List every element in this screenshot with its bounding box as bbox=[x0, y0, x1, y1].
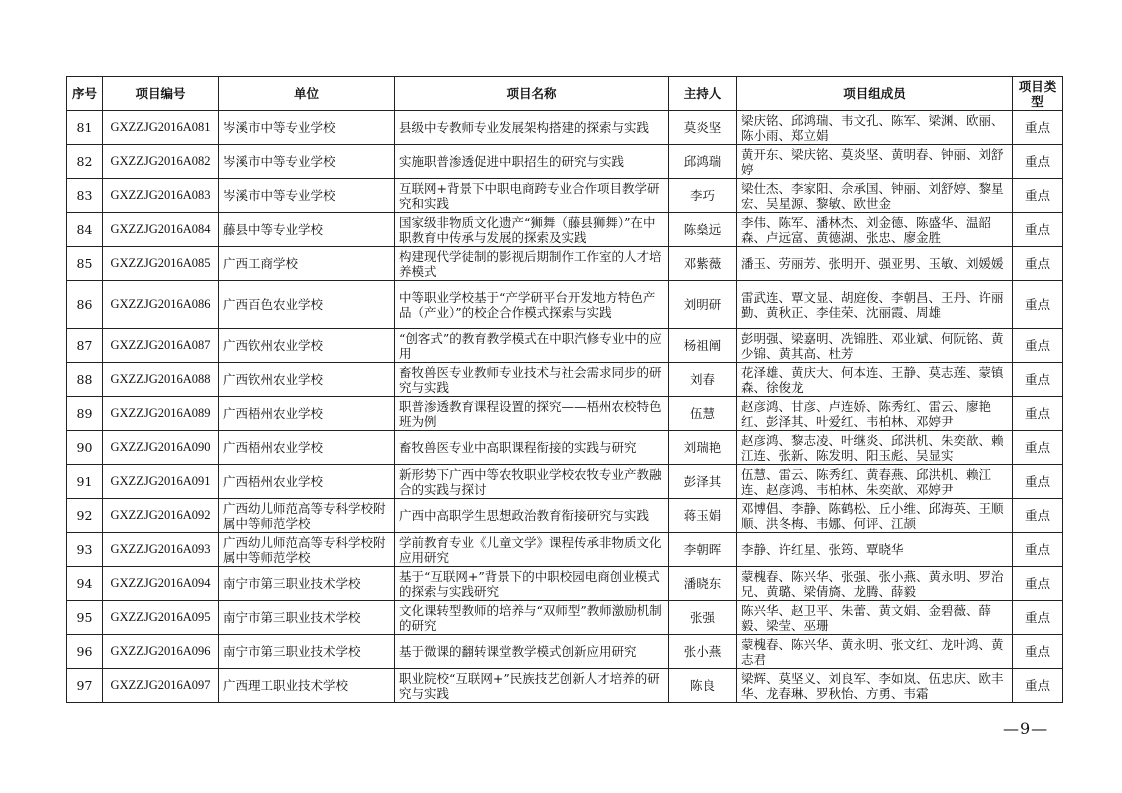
header-name: 项目名称 bbox=[395, 77, 669, 111]
table-row bbox=[67, 431, 1063, 465]
table-row bbox=[67, 635, 1063, 669]
table-cell-unit: 广西工商学校 bbox=[219, 247, 395, 281]
table-cell-type: 重点 bbox=[1013, 499, 1063, 533]
table-cell-type: 重点 bbox=[1013, 281, 1063, 329]
table-cell-members: 赵彦鸿、黎志凌、叶继炎、邱洪机、朱奕歆、赖江连、张新、陈发明、阳玉彪、吴显实 bbox=[737, 431, 1013, 465]
table-cell-seq: 81 bbox=[67, 111, 103, 145]
table-cell-members: 赵彦鸿、甘彦、卢连娇、陈秀红、雷云、廖艳红、彭泽其、叶爱红、韦柏林、邓婷尹 bbox=[737, 397, 1013, 431]
table-row bbox=[67, 281, 1063, 329]
table-cell-unit: 南宁市第三职业技术学校 bbox=[219, 601, 395, 635]
table-row bbox=[67, 669, 1063, 703]
table-row bbox=[67, 397, 1063, 431]
table-cell-unit: 广西梧州农业学校 bbox=[219, 397, 395, 431]
table-cell-seq: 82 bbox=[67, 145, 103, 179]
table-cell-unit: 岑溪市中等专业学校 bbox=[219, 145, 395, 179]
table-cell-leader: 张强 bbox=[669, 601, 737, 635]
project-table bbox=[66, 76, 1063, 703]
table-cell-members: 邓博倡、李静、陈鹤松、丘小维、邱海英、王顺顺、洪冬梅、韦娜、何评、江颉 bbox=[737, 499, 1013, 533]
table-cell-name: 互联网+背景下中职电商跨专业合作项目教学研究和实践 bbox=[395, 179, 669, 213]
table-row bbox=[67, 329, 1063, 363]
table-cell-type: 重点 bbox=[1013, 329, 1063, 363]
table-cell-leader: 潘晓东 bbox=[669, 567, 737, 601]
table-cell-unit: 广西梧州农业学校 bbox=[219, 431, 395, 465]
page-number: —9— bbox=[1003, 719, 1049, 738]
table-cell-name: 基于微课的翻转课堂教学模式创新应用研究 bbox=[395, 635, 669, 669]
table-cell-unit: 岑溪市中等专业学校 bbox=[219, 111, 395, 145]
table-cell-name: 新形势下广西中等农牧职业学校农牧专业产教融合的实践与探讨 bbox=[395, 465, 669, 499]
table-cell-code: GXZZJG2016A092 bbox=[103, 499, 219, 533]
table-cell-unit: 广西梧州农业学校 bbox=[219, 465, 395, 499]
table-cell-type: 重点 bbox=[1013, 179, 1063, 213]
table-cell-leader: 陈燊远 bbox=[669, 213, 737, 247]
table-cell-leader: 邓紫薇 bbox=[669, 247, 737, 281]
table-cell-members: 花泽雄、黄庆大、何本连、王静、莫志莲、蒙镇森、徐俊龙 bbox=[737, 363, 1013, 397]
table-cell-members: 彭明强、梁嘉明、冼锦胜、邓业斌、何阮铭、黄少锦、黄其高、杜芳 bbox=[737, 329, 1013, 363]
table-cell-code: GXZZJG2016A083 bbox=[103, 179, 219, 213]
table-cell-members: 雷武连、覃文显、胡庭俊、李朝昌、王丹、许丽勤、黄秋正、李佳荣、沈丽霞、周雄 bbox=[737, 281, 1013, 329]
table-cell-name: “创客式”的教育教学模式在中职汽修专业中的应用 bbox=[395, 329, 669, 363]
table-row bbox=[67, 179, 1063, 213]
table-row bbox=[67, 533, 1063, 567]
table-cell-code: GXZZJG2016A085 bbox=[103, 247, 219, 281]
table-cell-seq: 97 bbox=[67, 669, 103, 703]
table-cell-seq: 83 bbox=[67, 179, 103, 213]
table-cell-name: 文化课转型教师的培养与“双师型”教师激励机制的研究 bbox=[395, 601, 669, 635]
table-cell-seq: 95 bbox=[67, 601, 103, 635]
table-cell-unit: 岑溪市中等专业学校 bbox=[219, 179, 395, 213]
header-unit: 单位 bbox=[219, 77, 395, 111]
table-cell-leader: 刘瑞艳 bbox=[669, 431, 737, 465]
table-row bbox=[67, 567, 1063, 601]
table-cell-name: 畜牧兽医专业中高职课程衔接的实践与研究 bbox=[395, 431, 669, 465]
table-cell-seq: 93 bbox=[67, 533, 103, 567]
table-cell-type: 重点 bbox=[1013, 247, 1063, 281]
table-cell-name: 实施职普渗透促进中职招生的研究与实践 bbox=[395, 145, 669, 179]
table-cell-code: GXZZJG2016A091 bbox=[103, 465, 219, 499]
table-cell-seq: 90 bbox=[67, 431, 103, 465]
table-cell-unit: 广西钦州农业学校 bbox=[219, 329, 395, 363]
table-cell-seq: 94 bbox=[67, 567, 103, 601]
table-cell-members: 黄开东、梁庆铭、莫炎坚、黄明春、钟丽、刘舒婷 bbox=[737, 145, 1013, 179]
table-cell-leader: 刘明研 bbox=[669, 281, 737, 329]
table-cell-leader: 杨祖阐 bbox=[669, 329, 737, 363]
table-cell-seq: 91 bbox=[67, 465, 103, 499]
table-cell-seq: 92 bbox=[67, 499, 103, 533]
table-cell-code: GXZZJG2016A093 bbox=[103, 533, 219, 567]
header-members: 项目组成员 bbox=[737, 77, 1013, 111]
table-row bbox=[67, 145, 1063, 179]
table-cell-name: 中等职业学校基于“产学研平台开发地方特色产品（产业）”的校企合作模式探索与实践 bbox=[395, 281, 669, 329]
table-cell-leader: 陈良 bbox=[669, 669, 737, 703]
table-cell-type: 重点 bbox=[1013, 465, 1063, 499]
table-cell-code: GXZZJG2016A095 bbox=[103, 601, 219, 635]
table-cell-name: 学前教育专业《儿童文学》课程传承非物质文化应用研究 bbox=[395, 533, 669, 567]
table-cell-seq: 87 bbox=[67, 329, 103, 363]
table-cell-members: 梁仕杰、李家阳、佘承国、钟丽、刘舒婷、黎星宏、吴星源、黎敏、欧世金 bbox=[737, 179, 1013, 213]
table-cell-type: 重点 bbox=[1013, 533, 1063, 567]
table-cell-code: GXZZJG2016A082 bbox=[103, 145, 219, 179]
table-cell-leader: 刘春 bbox=[669, 363, 737, 397]
table-cell-name: 广西中高职学生思想政治教育衔接研究与实践 bbox=[395, 499, 669, 533]
table-cell-code: GXZZJG2016A086 bbox=[103, 281, 219, 329]
table-cell-leader: 李巧 bbox=[669, 179, 737, 213]
table-cell-unit: 藤县中等专业学校 bbox=[219, 213, 395, 247]
header-leader: 主持人 bbox=[669, 77, 737, 111]
table-cell-type: 重点 bbox=[1013, 567, 1063, 601]
table-cell-unit: 广西钦州农业学校 bbox=[219, 363, 395, 397]
table-cell-members: 梁辉、莫坚义、刘良军、李如岚、伍忠庆、欧丰华、龙春琳、罗秋怡、方勇、韦霜 bbox=[737, 669, 1013, 703]
table-cell-seq: 88 bbox=[67, 363, 103, 397]
table-cell-seq: 84 bbox=[67, 213, 103, 247]
table-cell-type: 重点 bbox=[1013, 145, 1063, 179]
table-cell-code: GXZZJG2016A096 bbox=[103, 635, 219, 669]
table-cell-name: 职普渗透教育课程设置的探究——梧州农校特色班为例 bbox=[395, 397, 669, 431]
table-cell-seq: 89 bbox=[67, 397, 103, 431]
table-cell-members: 李伟、陈军、潘林杰、刘金德、陈盛华、温韶森、卢远富、黄德湖、张忠、廖金胜 bbox=[737, 213, 1013, 247]
table-cell-code: GXZZJG2016A088 bbox=[103, 363, 219, 397]
table-cell-code: GXZZJG2016A089 bbox=[103, 397, 219, 431]
table-cell-name: 基于“互联网+”背景下的中职校园电商创业模式的探索与实践研究 bbox=[395, 567, 669, 601]
table-row bbox=[67, 499, 1063, 533]
table-cell-type: 重点 bbox=[1013, 431, 1063, 465]
table-cell-name: 职业院校“互联网+”民族技艺创新人才培养的研究与实践 bbox=[395, 669, 669, 703]
header-type: 项目类型 bbox=[1013, 77, 1063, 111]
table-cell-type: 重点 bbox=[1013, 601, 1063, 635]
table-cell-name: 畜牧兽医专业教师专业技术与社会需求同步的研究与实践 bbox=[395, 363, 669, 397]
table-row bbox=[67, 247, 1063, 281]
table-cell-members: 蒙槐春、陈兴华、黄永明、张文红、龙叶鸿、黄志君 bbox=[737, 635, 1013, 669]
table-cell-code: GXZZJG2016A094 bbox=[103, 567, 219, 601]
table-cell-unit: 广西百色农业学校 bbox=[219, 281, 395, 329]
table-row bbox=[67, 465, 1063, 499]
table-cell-type: 重点 bbox=[1013, 669, 1063, 703]
table-cell-name: 国家级非物质文化遗产“狮舞（藤县狮舞）”在中职教育中传承与发展的探索及实践 bbox=[395, 213, 669, 247]
table-cell-code: GXZZJG2016A087 bbox=[103, 329, 219, 363]
header-code: 项目编号 bbox=[103, 77, 219, 111]
table-cell-name: 县级中专教师专业发展架构搭建的探索与实践 bbox=[395, 111, 669, 145]
table-body bbox=[67, 111, 1063, 703]
table-cell-unit: 南宁市第三职业技术学校 bbox=[219, 635, 395, 669]
header-seq: 序号 bbox=[67, 77, 103, 111]
table-cell-seq: 86 bbox=[67, 281, 103, 329]
table-cell-code: GXZZJG2016A097 bbox=[103, 669, 219, 703]
table-cell-leader: 邱鸿瑞 bbox=[669, 145, 737, 179]
table-cell-members: 蒙槐春、陈兴华、张强、张小燕、黄永明、罗治兄、黄璐、梁倩旖、龙腾、薛毅 bbox=[737, 567, 1013, 601]
table-cell-code: GXZZJG2016A081 bbox=[103, 111, 219, 145]
table-header-row bbox=[67, 77, 1063, 111]
table-cell-type: 重点 bbox=[1013, 213, 1063, 247]
table-cell-name: 构建现代学徒制的影视后期制作工作室的人才培养模式 bbox=[395, 247, 669, 281]
table-cell-type: 重点 bbox=[1013, 111, 1063, 145]
table-cell-unit: 广西幼儿师范高等专科学校附属中等师范学校 bbox=[219, 499, 395, 533]
table-cell-code: GXZZJG2016A090 bbox=[103, 431, 219, 465]
table-cell-members: 陈兴华、赵卫平、朱蕾、黄文娟、金碧薇、薛毅、梁莹、巫珊 bbox=[737, 601, 1013, 635]
table-cell-members: 李静、许红星、张筠、覃晓华 bbox=[737, 533, 1013, 567]
table-cell-seq: 85 bbox=[67, 247, 103, 281]
table-row bbox=[67, 111, 1063, 145]
table-cell-type: 重点 bbox=[1013, 635, 1063, 669]
table-cell-seq: 96 bbox=[67, 635, 103, 669]
table-cell-leader: 伍慧 bbox=[669, 397, 737, 431]
table-row bbox=[67, 213, 1063, 247]
table-cell-members: 潘玉、劳丽芳、张明开、强亚男、玉敏、刘媛媛 bbox=[737, 247, 1013, 281]
table-cell-leader: 李朝晖 bbox=[669, 533, 737, 567]
table-cell-leader: 莫炎坚 bbox=[669, 111, 737, 145]
table-cell-members: 伍慧、雷云、陈秀红、黄春燕、邱洪机、赖江连、赵彦鸿、韦柏林、朱奕歆、邓婷尹 bbox=[737, 465, 1013, 499]
table-row bbox=[67, 363, 1063, 397]
table-cell-unit: 广西幼儿师范高等专科学校附属中等师范学校 bbox=[219, 533, 395, 567]
table-cell-leader: 彭泽其 bbox=[669, 465, 737, 499]
table-cell-type: 重点 bbox=[1013, 363, 1063, 397]
table-cell-code: GXZZJG2016A084 bbox=[103, 213, 219, 247]
table-cell-leader: 张小燕 bbox=[669, 635, 737, 669]
table-cell-members: 梁庆铭、邱鸿瑞、韦文孔、陈军、梁渊、欧丽、陈小雨、郑立娟 bbox=[737, 111, 1013, 145]
table-cell-leader: 蒋玉娟 bbox=[669, 499, 737, 533]
table-cell-unit: 南宁市第三职业技术学校 bbox=[219, 567, 395, 601]
table-row bbox=[67, 601, 1063, 635]
table-cell-type: 重点 bbox=[1013, 397, 1063, 431]
table-cell-unit: 广西理工职业技术学校 bbox=[219, 669, 395, 703]
